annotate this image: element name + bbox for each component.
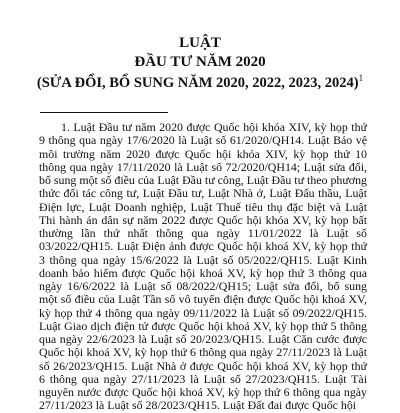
law-name: ĐẦU TƯ NĂM 2020 [134, 54, 266, 70]
footnote-marker: 1 [358, 73, 364, 83]
amendment-subtitle [0, 73, 400, 92]
footnote-text: 1. Luật Đầu tư năm 2020 được Quốc hội khóa XIV, kỳ họp thứ 9 thông qua ngày 17/6/2020 là Luật số 61/2020/QH14. Luật Bảo vệ môi trường năm 2020 được Quốc hội khóa XIV, kỳ họp thứ 10 thông qua ngày 17/11/2020 là Luật số 72/2020/QH14; Luật sửa đổi, bổ sung một số điều của Luật Đầu tư công, Luật Đầu tư theo phương thức đối tác công tư, Luật Đầu tư, Luật Nhà ở, Luật Đấu thầu, Luật Điện lực, Luật Doanh nghiệp, Luật Thuế tiêu thụ đặc biệt và Luật Thi hành án dân sự năm 2022 được Quốc hội khóa XV, kỳ họp bất thường lần thứ nhất thông qua ngày 11/01/2022 là Luật số 03/2022/QH15. Luật Điện ảnh được Quốc hội khoá XV, kỳ họp thứ 3 thông qua ngày 15/6/2022 là Luật số 05/2022/QH15. Luật Kinh doanh bảo hiểm được Quốc hội khoá XV, kỳ họp thứ 3 thông qua ngày 16/6/2022 là Luật số 08/2022/QH15; Luật sửa đổi, bổ sung một số điều của Luật Tần số vô tuyến điện được Quốc hội khoá XV, kỳ họp thứ 4 thông qua ngày 09/11/2022 là Luật số 09/2022/QH15. Luật Giao dịch điện tử được Quốc hội khoá XV, kỳ họp thứ 5 thông qua ngày 22/6/2023 là Luật số 20/2023/QH15. Luật Căn cước được Quốc hội khoá XV, kỳ họp thứ 6 thông qua ngày 27/11/2023 là Luật số 26/2023/QH15. Luật Nhà ở được Quốc hội khoá XV, kỳ họp thứ 6 thông qua ngày 27/11/2023 là Luật số 27/2023/QH15. Luật Tài nguyên nước được Quốc hội khoá XV, kỳ họp thứ 6 thông qua ngày 27/11/2023 là Luật số 28/2023/QH15. Luật Đất đai được Quốc hội [39, 120, 367, 413]
footnote-separator [40, 112, 168, 113]
document-title: LUẬT [179, 35, 221, 51]
amendment-years: (SỬA ĐỔI, BỔ SUNG NĂM 2020, 2022, 2023, 2024) [36, 74, 359, 91]
